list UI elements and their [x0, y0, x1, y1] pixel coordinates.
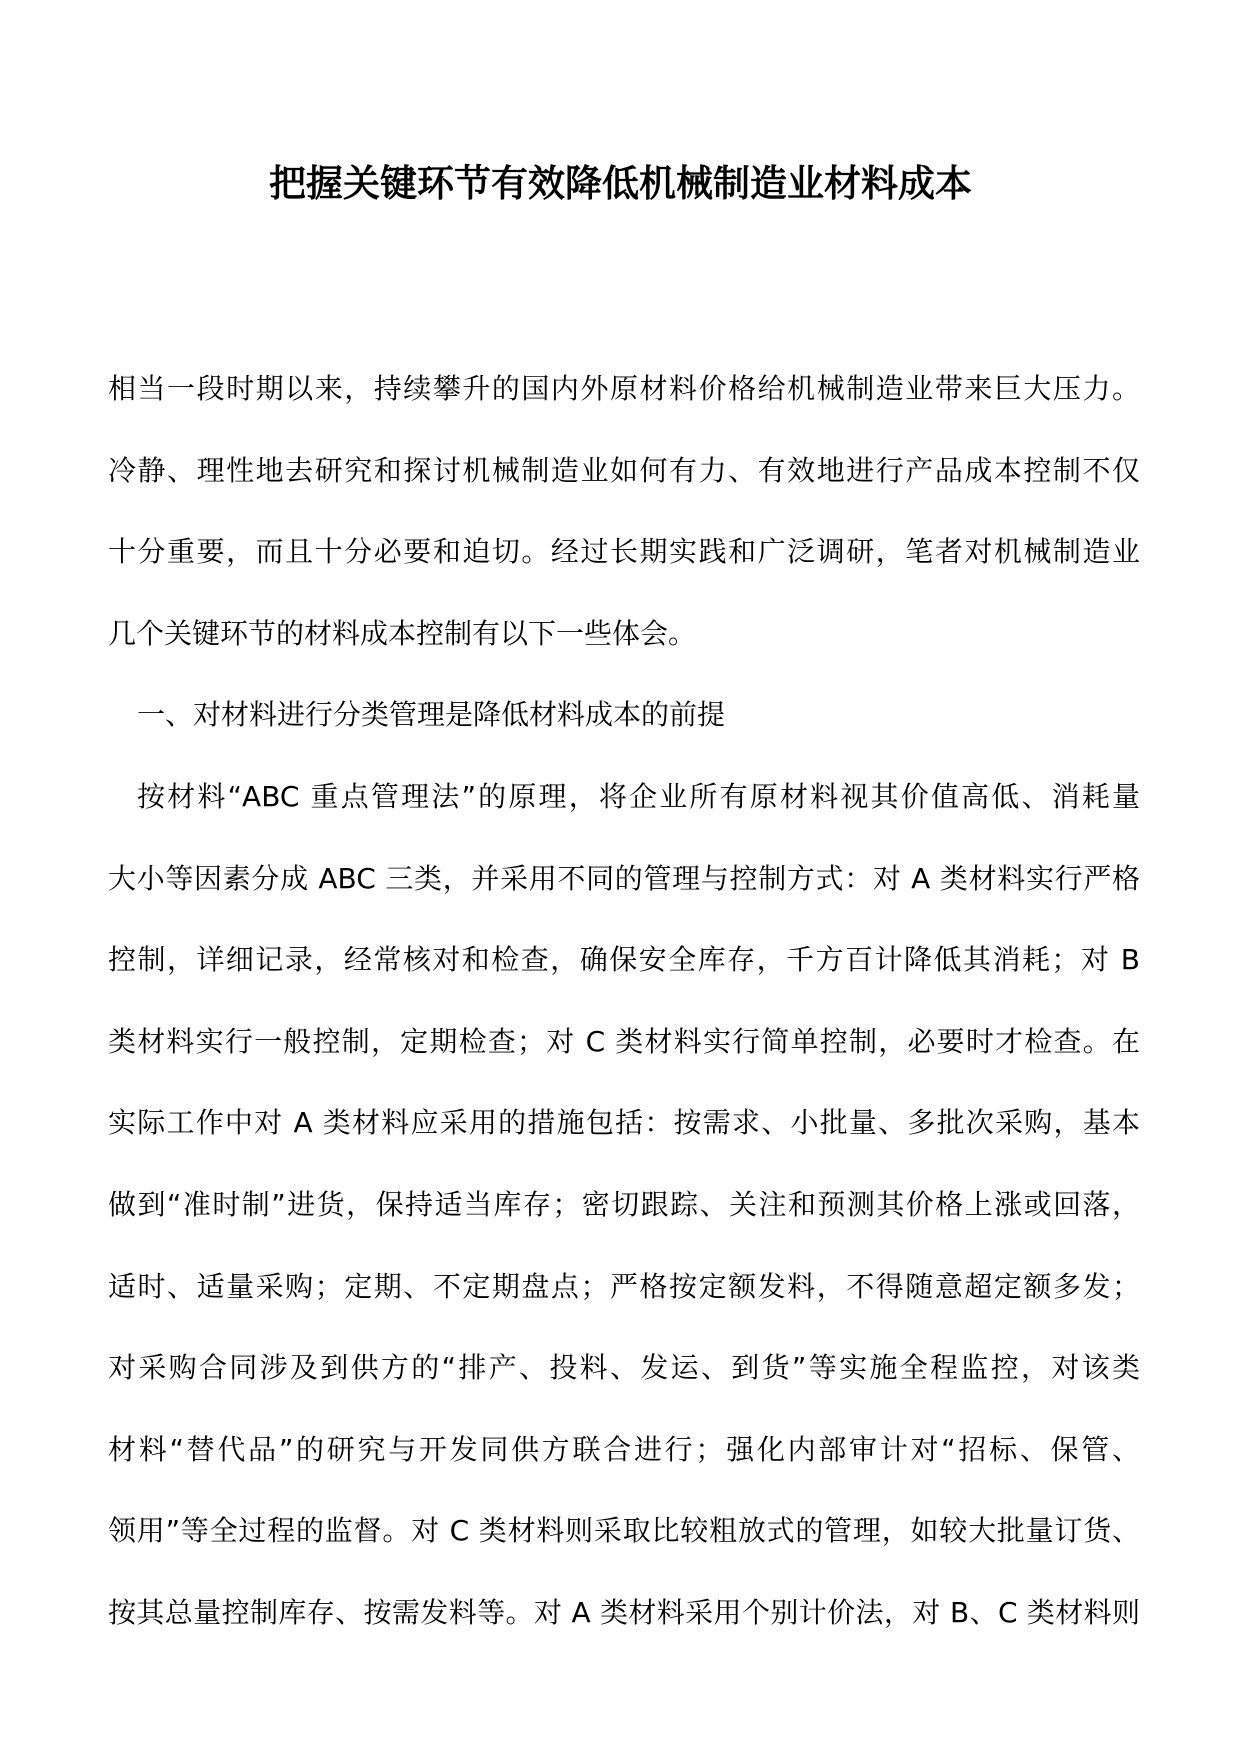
- body-line: 适时、适量采购；定期、不定期盘点；严格按定额发料，不得随意超定额多发；: [108, 1269, 1140, 1303]
- body-line: 领用”等全过程的监督。对 C 类材料则采取比较粗放式的管理，如较大批量订货、: [108, 1514, 1140, 1548]
- body-line: 按材料“ABC 重点管理法”的原理，将企业所有原材料视其价值高低、消耗量: [137, 779, 1140, 813]
- body-line: 控制，详细记录，经常核对和检查，确保安全库存，千方百计降低其消耗；对 B: [108, 943, 1140, 977]
- body-line: 十分重要，而且十分必要和迫切。经过长期实践和广泛调研，笔者对机械制造业: [108, 535, 1140, 569]
- body-line: 做到“准时制”进货，保持适当库存；密切跟踪、关注和预测其价格上涨或回落，: [108, 1187, 1140, 1221]
- body-line: 大小等因素分成 ABC 三类，并采用不同的管理与控制方式：对 A 类材料实行严格: [108, 861, 1140, 895]
- body-line: 材料“替代品”的研究与开发同供方联合进行；强化内部审计对“招标、保管、: [108, 1432, 1140, 1466]
- body-line: 冷静、理性地去研究和探讨机械制造业如何有力、有效地进行产品成本控制不仅: [108, 453, 1140, 487]
- body-line: 按其总量控制库存、按需发料等。对 A 类材料采用个别计价法，对 B、C 类材料则: [108, 1595, 1140, 1629]
- body-line: 几个关键环节的材料成本控制有以下一些体会。: [108, 616, 697, 650]
- section-heading: 一、对材料进行分类管理是降低材料成本的前提: [137, 698, 726, 732]
- body-line: 类材料实行一般控制，定期检查；对 C 类材料实行简单控制，必要时才检查。在: [108, 1024, 1140, 1058]
- body-line: 实际工作中对 A 类材料应采用的措施包括：按需求、小批量、多批次采购，基本: [108, 1106, 1140, 1140]
- document-title: 把握关键环节有效降低机械制造业材料成本: [269, 161, 972, 205]
- body-line: 对采购合同涉及到供方的“排产、投料、发运、到货”等实施全程监控，对该类: [108, 1351, 1140, 1385]
- body-line: 相当一段时期以来，持续攀升的国内外原材料价格给机械制造业带来巨大压力。: [108, 372, 1140, 405]
- document-body: [108, 348, 1140, 1654]
